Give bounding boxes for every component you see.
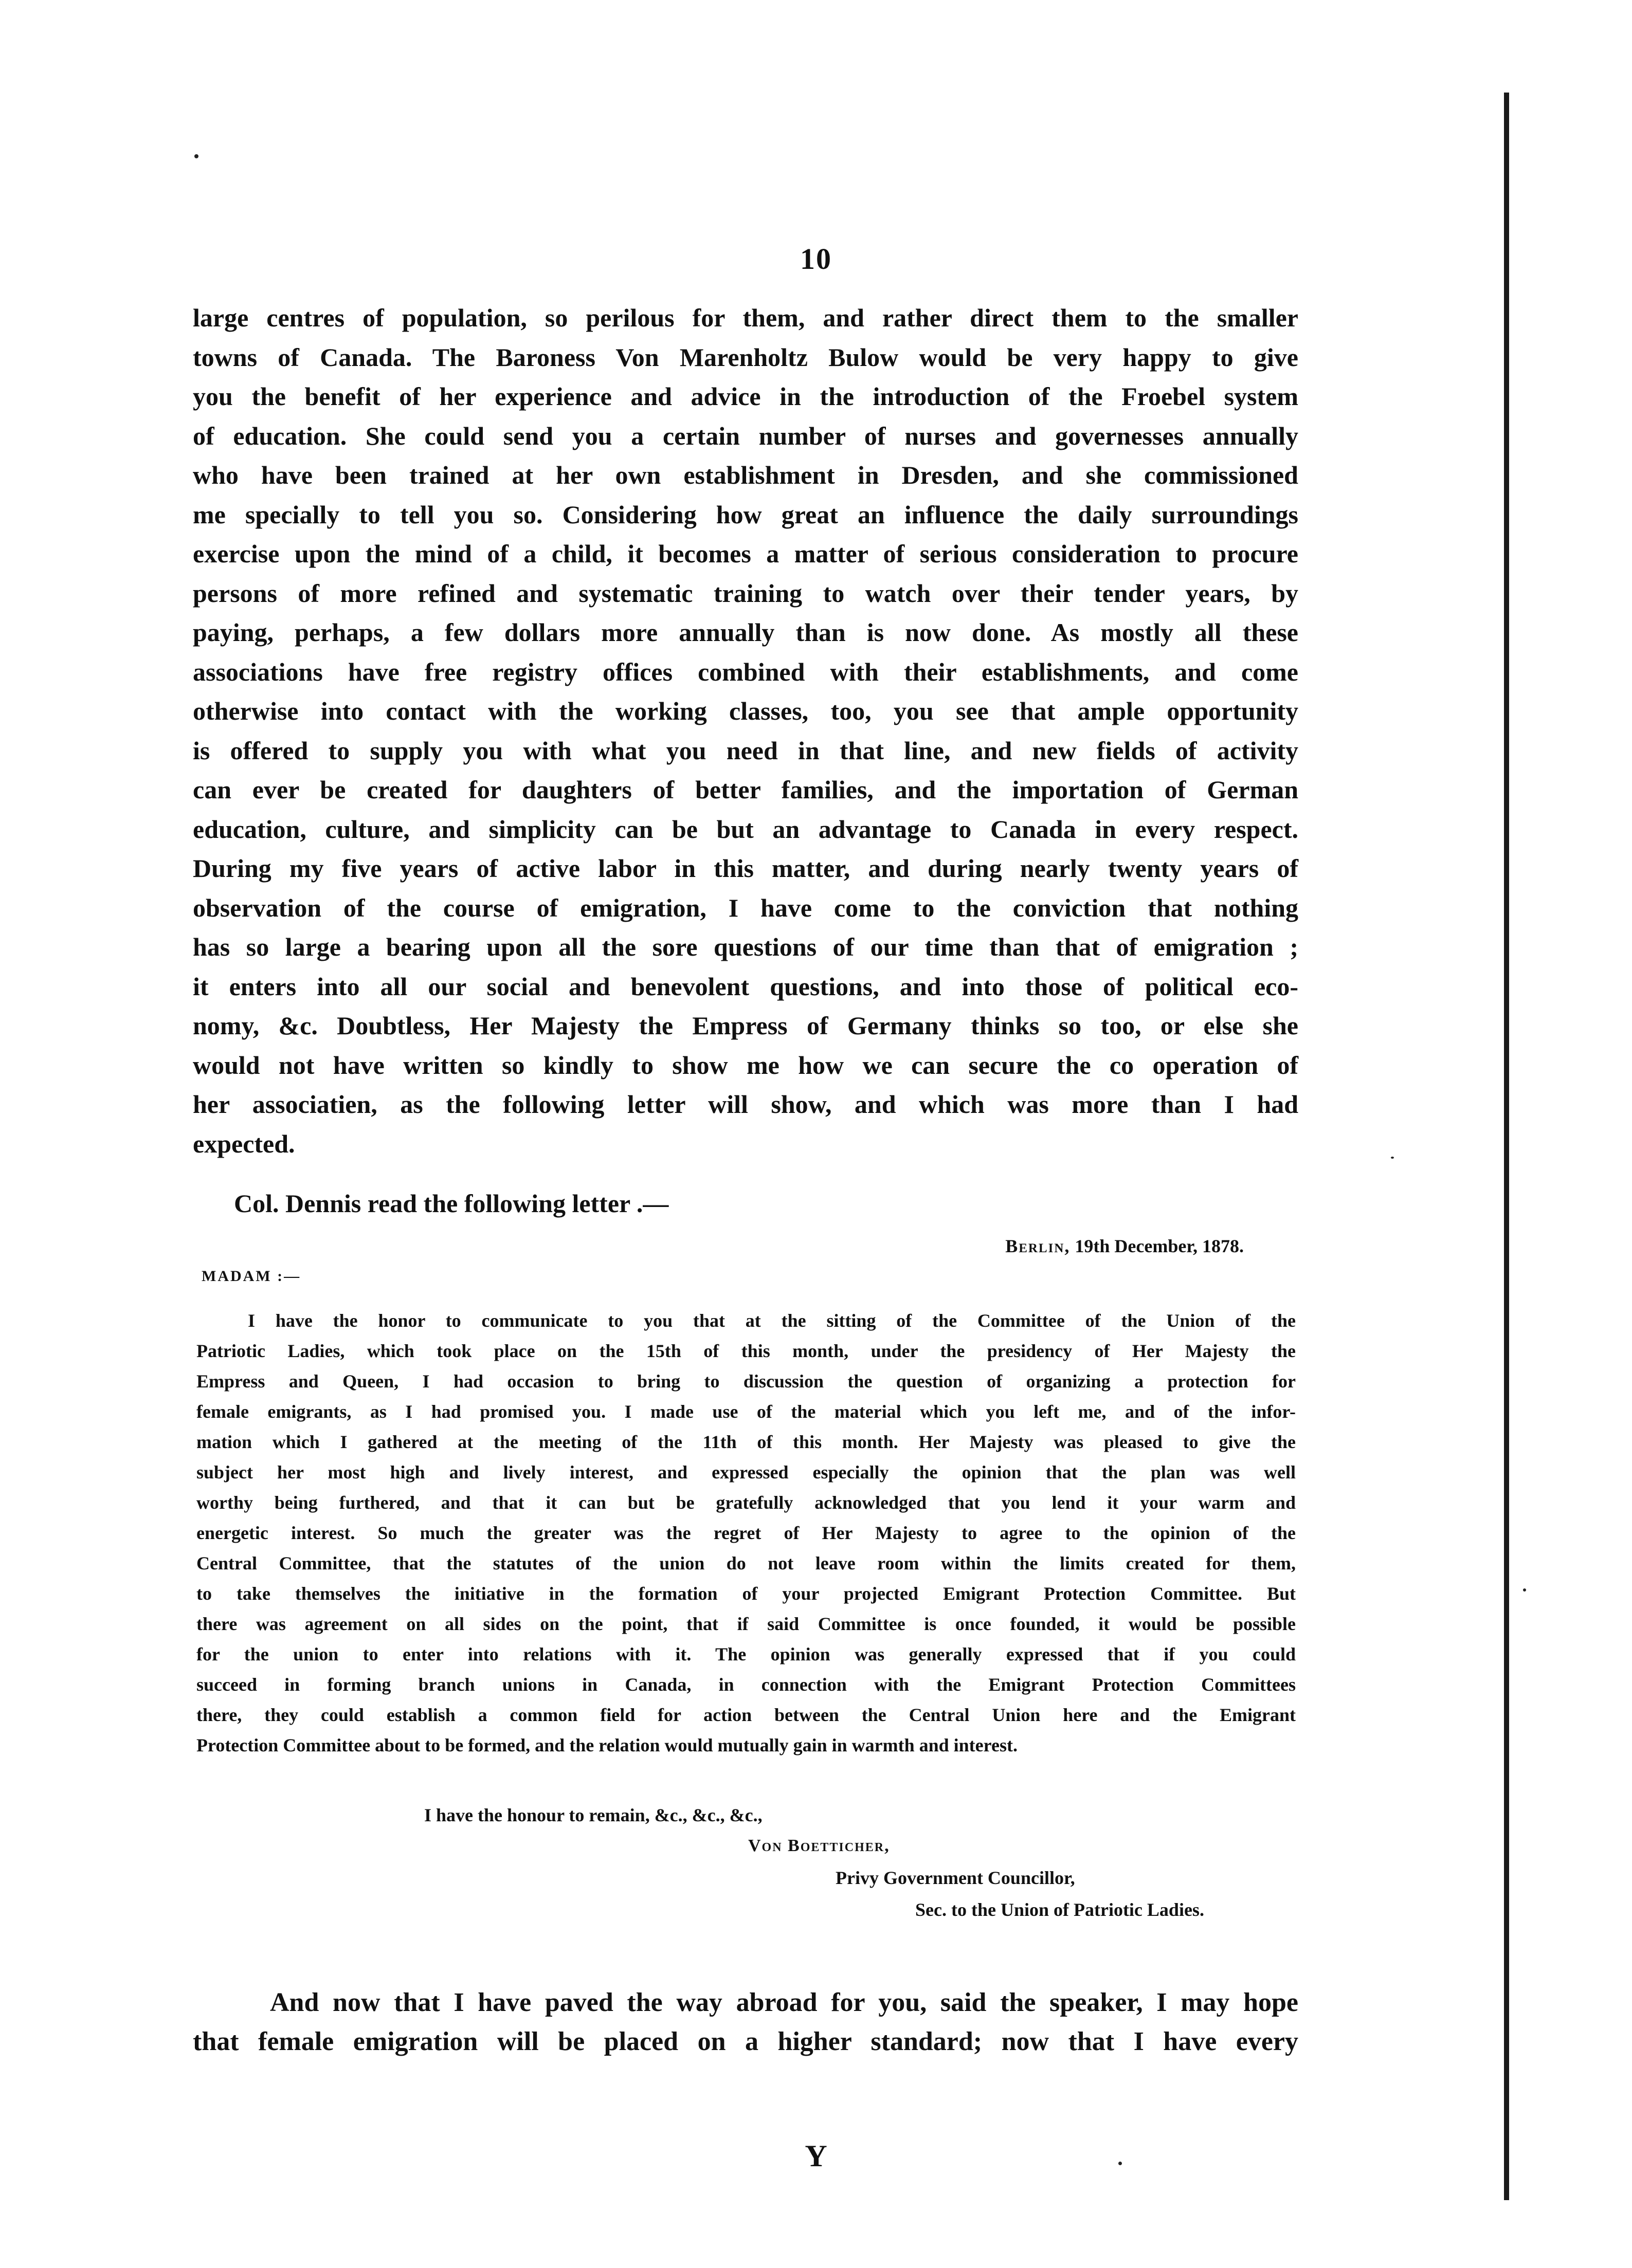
text-line: of education. She could send you a certain number of nurses and governesses annually (193, 421, 1298, 450)
text-line: you the benefit of her experience and advice in the introduction of the Froebel system (193, 382, 1298, 411)
text-line: that female emigration will be placed on a higher standard; now that I have every (193, 2027, 1298, 2056)
text-line: who have been trained at her own establishment in Dresden, and she commissioned (193, 461, 1298, 489)
signature-title: Privy Government Councillor, (836, 1868, 1075, 1888)
page-number: 10 (800, 242, 832, 276)
text-line: I have the honor to communicate to you that at the sitting of the Committee of the Union of the (248, 1310, 1296, 1331)
signature-mark: Y (805, 2139, 827, 2173)
scan-speck (1391, 1157, 1394, 1159)
text-line: nomy, &c. Doubtless, Her Majesty the Empress of Germany thinks so too, or else she (193, 1011, 1298, 1040)
body-paragraph (193, 298, 1298, 1163)
text-line: And now that I have paved the way abroad for you, said the speaker, I may hope (270, 1988, 1298, 2017)
dateline-date: 19th December, 1878. (1075, 1236, 1244, 1256)
letter-body (196, 1306, 1296, 1761)
text-line: subject her most high and lively interest, and expressed especially the opinion that the plan was well (196, 1462, 1296, 1483)
text-line: has so large a bearing upon all the sore questions of our time than that of emigration ; (193, 932, 1298, 961)
text-line: otherwise into contact with the working classes, too, you see that ample opportunity (193, 697, 1298, 725)
text-line: would not have written so kindly to show me how we can secure the co operation of (193, 1050, 1298, 1080)
scan-speck (194, 154, 198, 158)
text-line: observation of the course of emigration, I have come to the conviction that nothing (193, 893, 1298, 922)
text-line: succeed in forming branch unions in Canada, in connection with the Emigrant Protection Committees (196, 1674, 1296, 1695)
letter-salutation: MADAM :— (202, 1268, 301, 1285)
scan-speck (1118, 2162, 1122, 2165)
dateline-city: Berlin, (1005, 1236, 1071, 1256)
text-line: paying, perhaps, a few dollars more annually than is now done. As mostly all these (193, 618, 1298, 647)
text-line: mation which I gathered at the meeting of the 11th of this month. Her Majesty was pleased to give the (196, 1432, 1296, 1452)
text-line: education, culture, and simplicity can be but an advantage to Canada in every respect. (193, 814, 1298, 844)
text-line: it enters into all our social and benevolent questions, and into those of political eco- (193, 972, 1298, 1001)
text-line: female emigrants, as I had promised you. I made use of the material which you left me, and of the infor- (196, 1401, 1296, 1422)
letter-closing: I have the honour to remain, &c., &c., &c., (424, 1805, 763, 1825)
signature-organization: Sec. to the Union of Patriotic Ladies. (915, 1899, 1204, 1920)
text-line: is offered to supply you with what you need in that line, and new fields of activity (193, 736, 1298, 765)
text-line: for the union to enter into relations with it. The opinion was generally expressed that if you could (196, 1644, 1296, 1665)
text-line: associations have free registry offices combined with their establishments, and come (193, 657, 1298, 686)
text-line: can ever be created for daughters of better families, and the importation of German (193, 775, 1298, 804)
text-line: exercise upon the mind of a child, it becomes a matter of serious consideration to procure (193, 539, 1298, 568)
text-line: persons of more refined and systematic training to watch over their tender years, by (193, 578, 1298, 608)
letter-intro: Col. Dennis read the following letter .— (234, 1189, 669, 1218)
text-line: there, they could establish a common field for action between the Central Union here and the Emigrant (196, 1705, 1296, 1725)
signature-name (748, 1836, 890, 1856)
margin-rule (1504, 93, 1509, 2200)
text-line: there was agreement on all sides on the point, that if said Committee is once founded, it would be possible (196, 1614, 1296, 1634)
text-line: towns of Canada. The Baroness Von Marenholtz Bulow would be very happy to give (193, 342, 1298, 372)
text-line: Central Committee, that the statutes of the union do not leave room within the limits created for them, (196, 1553, 1296, 1574)
letter-dateline (1005, 1235, 1244, 1257)
text-line: Protection Committee about to be formed, and the relation would mutually gain in warmth and interest. (196, 1735, 1018, 1755)
text-line: her associatien, as the following letter will show, and which was more than I had (193, 1090, 1298, 1119)
scan-speck (1523, 1588, 1526, 1592)
text-line: worthy being furthered, and that it can but be gratefully acknowledged that you lend it your warm and (196, 1492, 1296, 1513)
text-line: large centres of population, so perilous for them, and rather direct them to the smaller (193, 303, 1298, 332)
text-line: During my five years of active labor in this matter, and during nearly twenty years of (193, 854, 1298, 883)
signature-name-text: Von Boetticher, (748, 1836, 890, 1855)
text-line: to take themselves the initiative in the formation of your projected Emigrant Protection Committee. But (196, 1583, 1296, 1604)
text-line: Empress and Queen, I had occasion to bring to discussion the question of organizing a protection for (196, 1371, 1296, 1392)
text-line: expected. (193, 1129, 295, 1158)
text-line: me specially to tell you so. Considering how great an influence the daily surroundings (193, 500, 1298, 529)
text-line: Patriotic Ladies, which took place on the 15th of this month, under the presidency of Her Majesty the (196, 1341, 1296, 1361)
continuation-paragraph (193, 1983, 1298, 2061)
text-line: energetic interest. So much the greater was the regret of Her Majesty to agree to the opinion of the (196, 1523, 1296, 1543)
